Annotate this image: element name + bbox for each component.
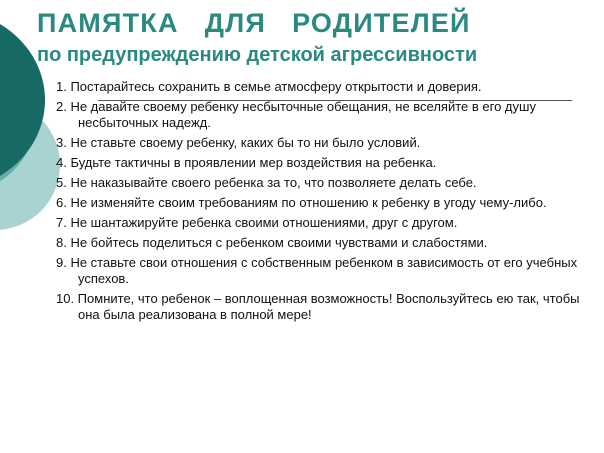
list-item: 1. Постарайтесь сохранить в семье атмосферу открытости и доверия. bbox=[56, 79, 482, 94]
list-item: 3. Не ставьте своему ребенку, каких бы то ни было условий. bbox=[56, 135, 421, 150]
list-item: 6. Не изменяйте своим требованиям по отношению к ребенку в угоду чему-либо. bbox=[56, 195, 547, 210]
list-item: 8. Не бойтесь поделиться с ребенком своими чувствами и слабостями. bbox=[56, 235, 488, 250]
page-subtitle: по предупреждению детской агрессивности bbox=[37, 44, 478, 66]
list-item: 7. Не шантажируйте ребенка своими отношениями, друг с другом. bbox=[56, 215, 458, 230]
page-title: ПАМЯТКА ДЛЯ РОДИТЕЛЕЙ bbox=[37, 8, 471, 38]
decorative-circles bbox=[0, 0, 60, 260]
list-item: 2. Не давайте своему ребенку несбыточные обещания, не вселяйте в его душу несбыточных надежд. bbox=[56, 99, 536, 130]
list-item: 4. Будьте тактичны в проявлении мер воздействия на ребенка. bbox=[56, 155, 437, 170]
list-item: 5. Не наказывайте своего ребенка за то, что позволяете делать себе. bbox=[56, 175, 477, 190]
list-item: 10. Помните, что ребенок – воплощенная возможность! Воспользуйтесь ею так, чтобы она была реализована в полной мере! bbox=[56, 291, 580, 322]
advice-list bbox=[56, 79, 586, 327]
list-item: 9. Не ставьте свои отношения с собственным ребенком в зависимость от его учебных успехов. bbox=[56, 255, 578, 286]
